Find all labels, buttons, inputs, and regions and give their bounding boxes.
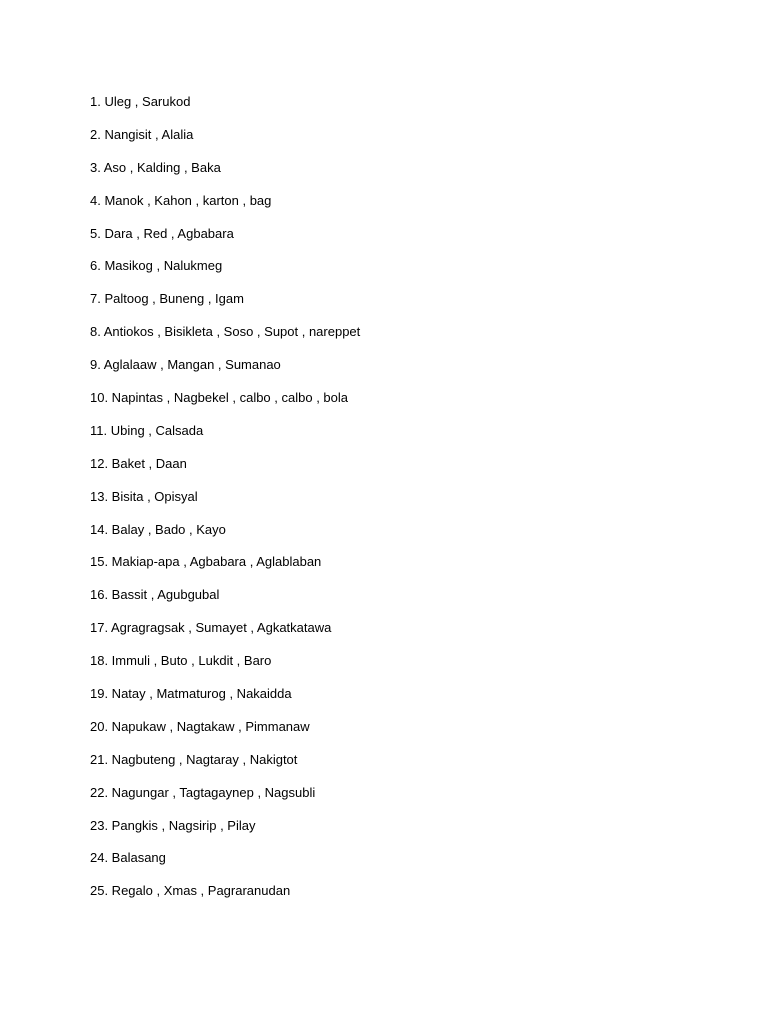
list-item: 2. Nangisit , Alalia <box>90 126 194 142</box>
list-item: 17. Agragragsak , Sumayet , Agkatkatawa <box>90 620 332 636</box>
list-item: 14. Balay , Bado , Kayo <box>90 521 226 537</box>
list-item: 16. Bassit , Agubgubal <box>90 587 220 603</box>
list-item: 11. Ubing , Calsada <box>90 422 204 438</box>
list-item: 13. Bisita , Opisyal <box>90 488 198 504</box>
list-item: 7. Paltoog , Buneng , Igam <box>90 291 244 307</box>
list-item: 21. Nagbuteng , Nagtaray , Nakigtot <box>90 751 298 767</box>
list-item: 12. Baket , Daan <box>90 455 187 471</box>
list-item: 15. Makiap-apa , Agbabara , Aglablaban <box>90 554 322 570</box>
list-item: 4. Manok , Kahon , karton , bag <box>90 192 272 208</box>
list-item: 8. Antiokos , Bisikleta , Soso , Supot , nareppet <box>90 324 361 340</box>
list-item: 1. Uleg , Sarukod <box>90 94 191 109</box>
list-item: 18. Immuli , Buto , Lukdit , Baro <box>90 653 272 669</box>
list-item: 9. Aglalaaw , Mangan , Sumanao <box>90 357 281 373</box>
answer-list <box>90 92 360 914</box>
list-item: 5. Dara , Red , Agbabara <box>90 225 234 241</box>
list-item: 24. Balasang <box>90 850 166 866</box>
list-item: 6. Masikog , Nalukmeg <box>90 258 223 274</box>
list-item: 23. Pangkis , Nagsirip , Pilay <box>90 817 256 833</box>
list-item: 10. Napintas , Nagbekel , calbo , calbo , bola <box>90 390 348 406</box>
list-item: 3. Aso , Kalding , Baka <box>90 159 221 175</box>
list-item: 20. Napukaw , Nagtakaw , Pimmanaw <box>90 718 310 734</box>
list-item: 22. Nagungar , Tagtagaynep , Nagsubli <box>90 784 316 800</box>
list-item: 25. Regalo , Xmas , Pagraranudan <box>90 883 291 899</box>
list-item: 19. Natay , Matmaturog , Nakaidda <box>90 686 292 702</box>
